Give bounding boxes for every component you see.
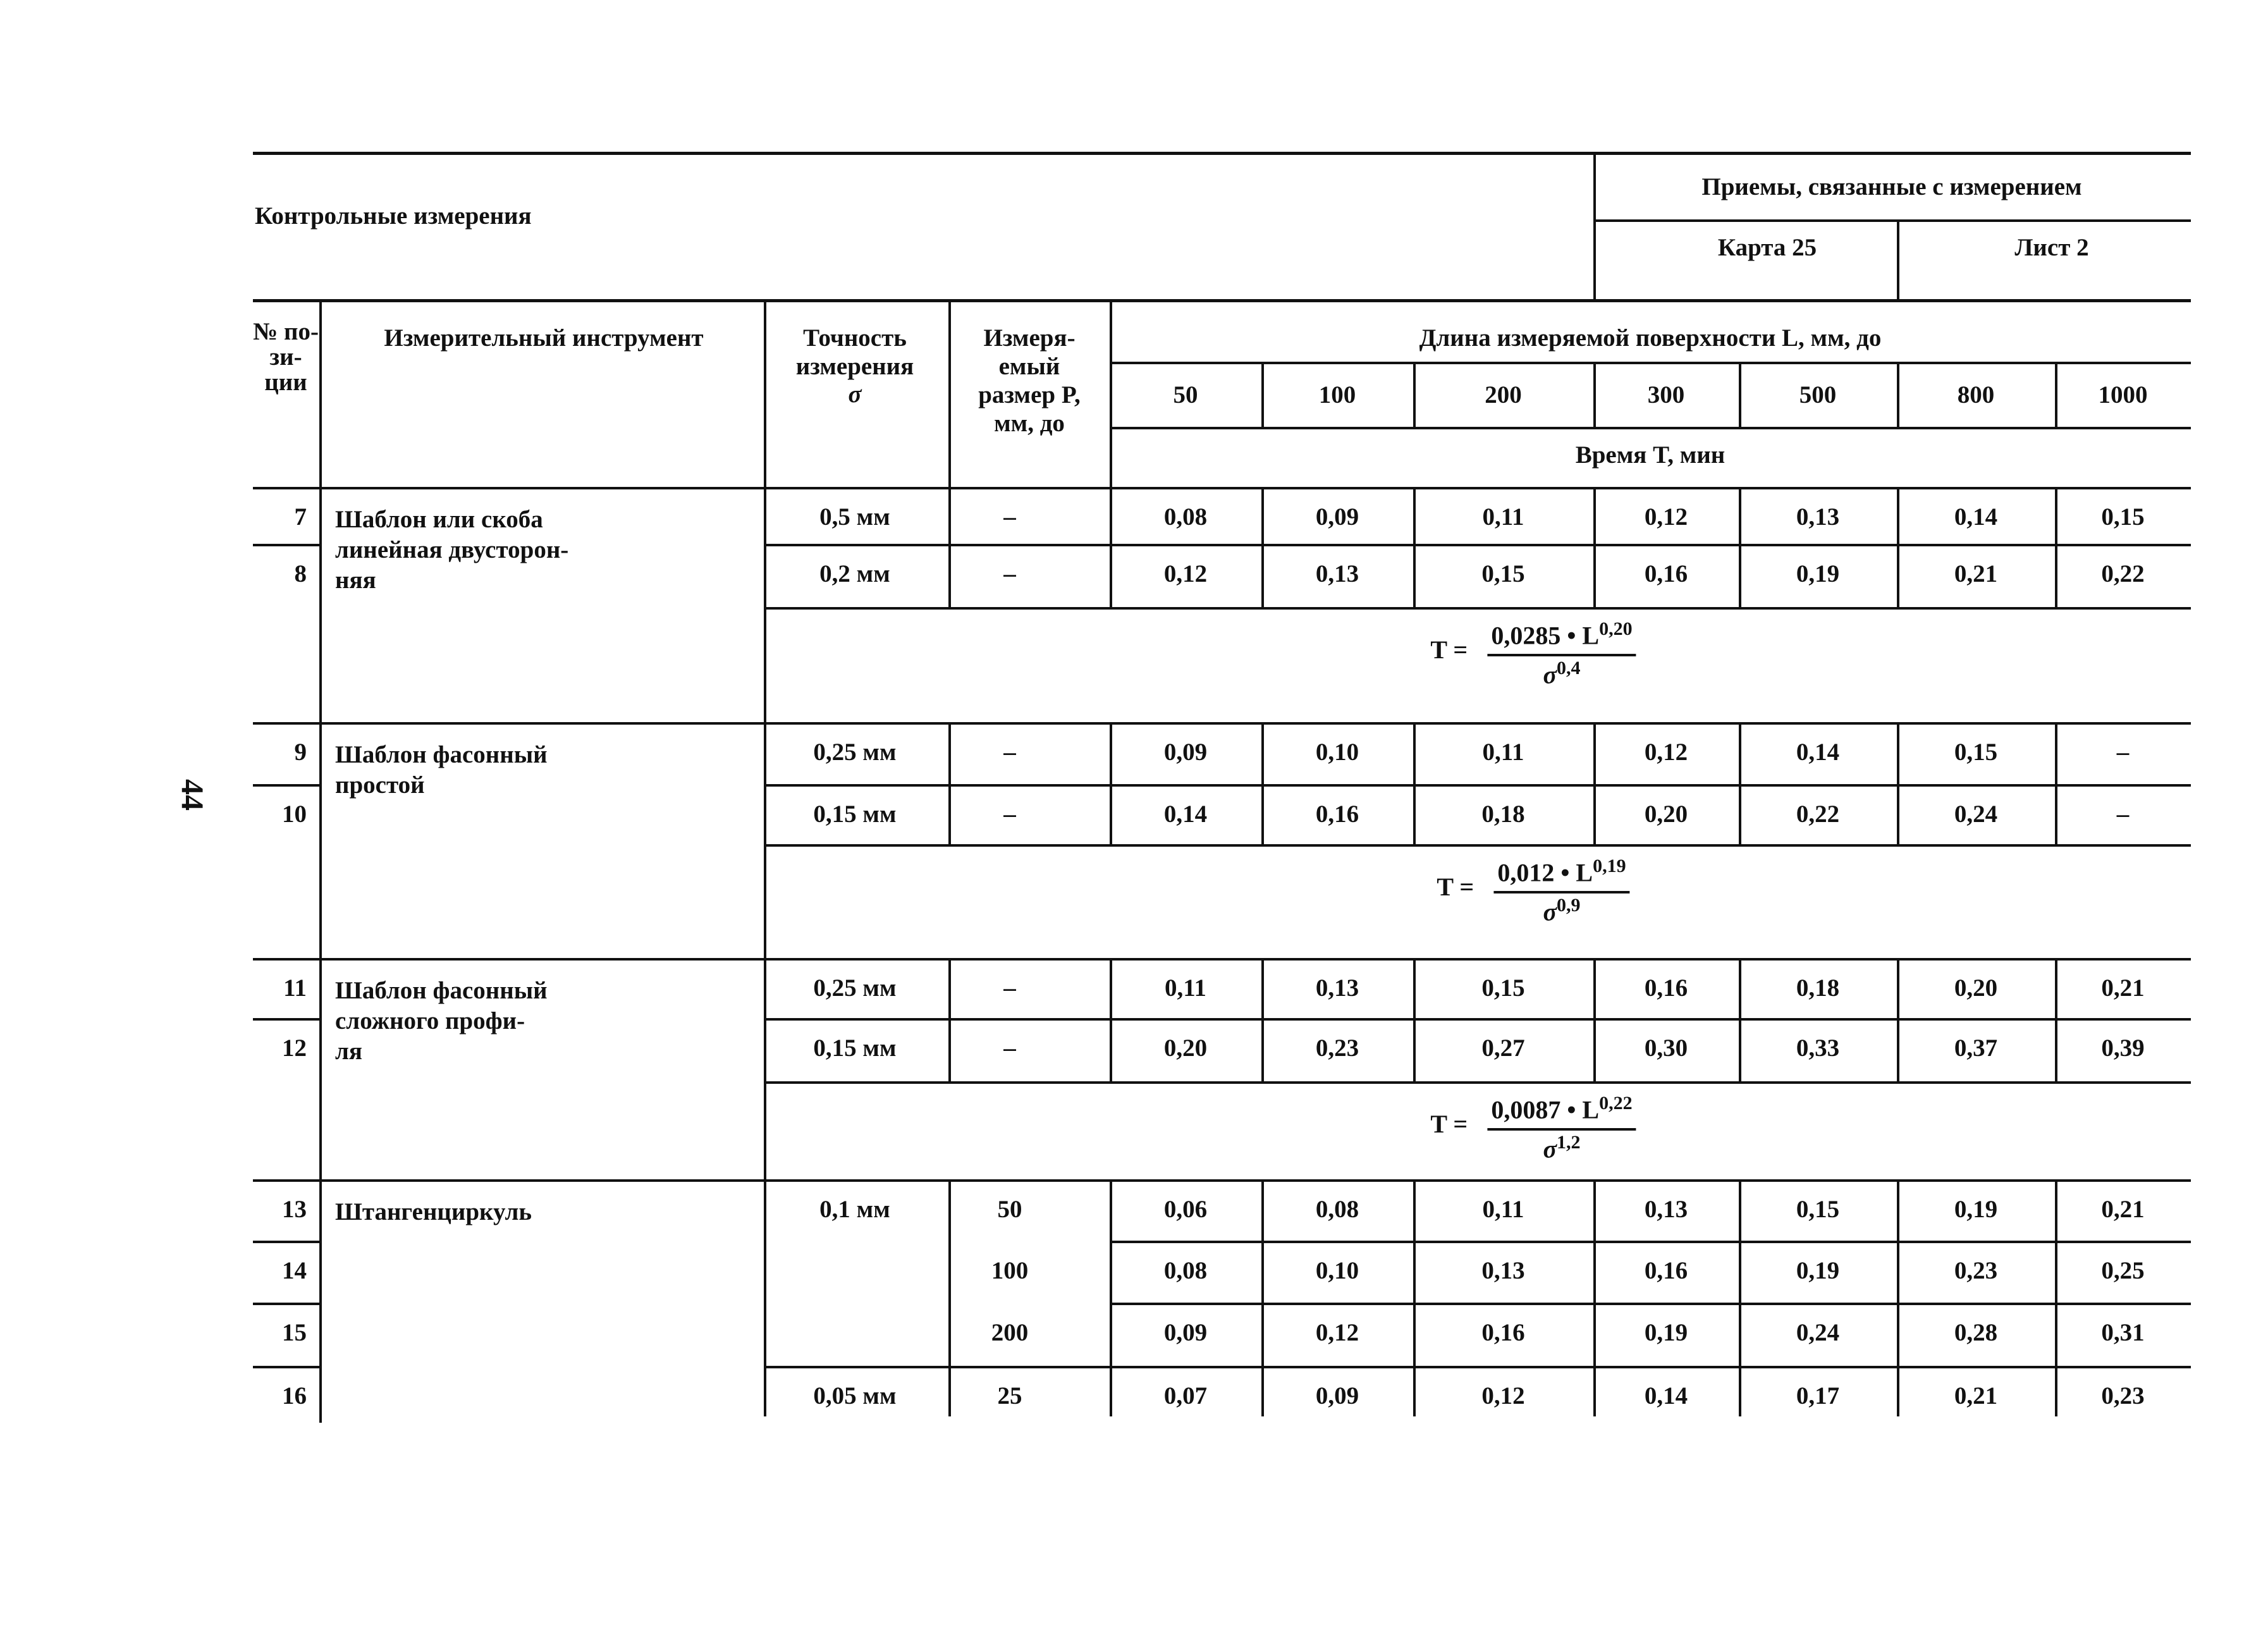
time-title: Время T, мин	[1575, 441, 1726, 469]
data-column-rule	[1261, 1179, 1264, 1416]
card-label: Карта 25	[1717, 234, 1817, 261]
time-value: 0,10	[1315, 739, 1359, 766]
time-value: 0,14	[1644, 1382, 1688, 1409]
time-value: 0,07	[1163, 1382, 1208, 1409]
instrument-column-rule	[764, 487, 766, 607]
time-formula	[1430, 618, 1636, 690]
formula-denominator	[1487, 1131, 1636, 1163]
time-value: 0,13	[1315, 974, 1359, 1002]
time-value: 0,21	[2101, 974, 2145, 1002]
time-value: 0,27	[1481, 1034, 1525, 1062]
time-value: 0,18	[1481, 801, 1525, 828]
time-value: 0,12	[1644, 739, 1688, 766]
data-column-rule	[1739, 1179, 1741, 1416]
position-rule	[253, 1241, 319, 1243]
time-value: 0,13	[1644, 1196, 1688, 1223]
position-number: 15	[282, 1319, 307, 1346]
size-value: –	[1003, 560, 1016, 587]
data-column-rule	[1413, 1179, 1416, 1416]
data-column-rule	[1739, 487, 1741, 607]
position-number: 14	[282, 1257, 307, 1284]
instrument-name: Штангенциркуль	[335, 1198, 532, 1225]
time-value: 0,19	[1954, 1196, 1998, 1223]
formula-top-rule	[764, 1081, 2191, 1084]
instrument-name: Шаблон фасонный простой	[335, 741, 554, 799]
formula-length-exponent: 0,20	[1599, 618, 1633, 639]
formula-lhs: T =	[1437, 873, 1474, 901]
size-value: –	[1003, 801, 1016, 828]
position-rule	[253, 784, 319, 787]
instrument-column-rule	[764, 607, 766, 722]
length-value: 200	[1485, 381, 1522, 408]
time-formula	[1430, 1093, 1636, 1164]
time-value: 0,31	[2101, 1319, 2145, 1346]
time-value: 0,20	[1954, 974, 1998, 1002]
time-value: 0,13	[1481, 1257, 1525, 1284]
row-rule	[764, 784, 2191, 787]
position-number: 12	[282, 1034, 307, 1062]
formula-sigma-exponent: 0,9	[1557, 895, 1581, 916]
accuracy-value: 0,15 мм	[813, 1034, 897, 1062]
data-column-rule	[1110, 1179, 1112, 1416]
instrument-name: Шаблон или скоба линейная двусторон- няя	[335, 506, 569, 594]
time-value: 0,09	[1315, 503, 1359, 531]
time-value: 0,16	[1315, 801, 1359, 828]
instrument-column-rule	[764, 844, 766, 958]
data-column-rule	[948, 487, 951, 607]
time-value: 0,33	[1796, 1034, 1840, 1062]
accuracy-value: 0,25 мм	[813, 974, 897, 1002]
header-card-divider	[1897, 219, 1899, 299]
size-value: 100	[991, 1257, 1029, 1284]
sigma-symbol: σ	[848, 381, 862, 408]
instrument-header: Измерительный инструмент	[384, 324, 704, 352]
page-number: 44	[175, 779, 211, 811]
header-top-rule	[253, 152, 2191, 155]
time-value: 0,14	[1954, 503, 1998, 531]
time-value: 0,14	[1163, 801, 1208, 828]
time-value: 0,09	[1163, 1319, 1208, 1346]
length-value: 100	[1318, 381, 1356, 408]
time-value: 0,24	[1954, 801, 1998, 828]
formula-lhs: T =	[1430, 635, 1468, 664]
size-value: –	[1003, 974, 1016, 1002]
row-rule	[764, 1018, 2191, 1021]
time-value: 0,09	[1163, 739, 1208, 766]
length-value: 300	[1647, 381, 1685, 408]
time-value: 0,10	[1315, 1257, 1359, 1284]
time-value: 0,09	[1315, 1382, 1359, 1409]
accuracy-value: 0,1 мм	[819, 1196, 890, 1223]
accuracy-split-rule	[948, 1366, 1110, 1368]
length-column-rule	[1261, 362, 1264, 427]
data-column-rule	[1110, 722, 1112, 844]
time-value: 0,16	[1481, 1319, 1525, 1346]
size-value: –	[1003, 503, 1016, 531]
time-value: 0,22	[1796, 801, 1840, 828]
accuracy-header: измерения	[795, 353, 914, 380]
time-value: 0,08	[1315, 1196, 1359, 1223]
data-column-rule	[2055, 487, 2057, 607]
instrument-name: Шаблон фасонный сложного профи- ля	[335, 977, 548, 1065]
position-rule	[253, 544, 319, 546]
time-value: 0,37	[1954, 1034, 1998, 1062]
data-column-rule	[1897, 487, 1899, 607]
size-header: мм, до	[994, 410, 1065, 437]
position-column-rule	[319, 302, 322, 1423]
length-value: 1000	[2098, 381, 2148, 408]
time-value: 0,12	[1481, 1382, 1525, 1409]
formula-sigma-exponent: 0,4	[1557, 658, 1581, 679]
time-value: 0,22	[2101, 560, 2145, 587]
formula-sigma: σ	[1543, 660, 1557, 689]
position-rule	[253, 1366, 319, 1368]
size-value: 200	[991, 1319, 1029, 1346]
formula-denominator	[1493, 893, 1629, 926]
time-value: 0,17	[1796, 1382, 1840, 1409]
time-value: 0,30	[1644, 1034, 1688, 1062]
size-value: –	[1003, 739, 1016, 766]
time-value: –	[2116, 801, 2130, 828]
time-value: 0,23	[2101, 1382, 2145, 1409]
header-bottom-rule	[253, 299, 2191, 302]
group-rule	[253, 958, 2191, 961]
time-value: 0,15	[1796, 1196, 1840, 1223]
section-title: Контрольные измерения	[255, 202, 532, 230]
formula-numerator	[1487, 618, 1636, 656]
formula-numerator	[1493, 856, 1629, 893]
accuracy-header: Точность	[803, 324, 907, 352]
time-value: 0,08	[1163, 503, 1208, 531]
time-value: 0,06	[1163, 1196, 1208, 1223]
related-title: Приемы, связанные с измерением	[1701, 173, 2082, 200]
formula-top-rule	[764, 844, 2191, 847]
data-column-rule	[2055, 1179, 2057, 1416]
formula-length-exponent: 0,19	[1593, 856, 1626, 876]
time-value: 0,14	[1796, 739, 1840, 766]
time-value: 0,18	[1796, 974, 1840, 1002]
data-column-rule	[1593, 1179, 1596, 1416]
data-column-rule	[1261, 722, 1264, 844]
position-number: 8	[294, 560, 307, 587]
time-value: 0,13	[1796, 503, 1840, 531]
row-rule	[1110, 1303, 2191, 1305]
instrument-column-rule	[764, 302, 766, 487]
size-header: Измеря-	[983, 324, 1076, 352]
header-divider	[1593, 152, 1596, 299]
time-value: 0,12	[1315, 1319, 1359, 1346]
time-value: 0,23	[1315, 1034, 1359, 1062]
time-value: 0,11	[1482, 739, 1524, 766]
time-value: 0,25	[2101, 1257, 2145, 1284]
time-value: 0,19	[1796, 560, 1840, 587]
time-formula	[1437, 856, 1629, 927]
position-rule	[253, 1303, 319, 1305]
formula-coefficient: 0,0285 • L	[1491, 621, 1600, 650]
size-value: 50	[997, 1196, 1022, 1223]
time-value: 0,13	[1315, 560, 1359, 587]
data-column-rule	[1261, 487, 1264, 607]
length-column-rule	[1739, 362, 1741, 427]
time-value: 0,16	[1644, 974, 1688, 1002]
time-value: 0,19	[1644, 1319, 1688, 1346]
position-number: 13	[282, 1196, 307, 1223]
length-value: 800	[1957, 381, 1995, 408]
length-column-rule	[1413, 362, 1416, 427]
header-mid-rule	[1593, 219, 2191, 222]
time-value: 0,20	[1163, 1034, 1208, 1062]
time-value: 0,39	[2101, 1034, 2145, 1062]
formula-numerator	[1487, 1093, 1636, 1131]
time-value: 0,12	[1163, 560, 1208, 587]
time-value: 0,08	[1163, 1257, 1208, 1284]
data-column-rule	[1413, 487, 1416, 607]
position-number: 7	[294, 503, 307, 531]
time-value: –	[2116, 739, 2130, 766]
size-value: –	[1003, 1034, 1016, 1062]
length-values-rule	[1110, 427, 2191, 429]
time-value: 0,15	[1954, 739, 1998, 766]
time-value: 0,12	[1644, 503, 1688, 531]
formula-lhs: T =	[1430, 1110, 1468, 1138]
size-value: 25	[997, 1382, 1022, 1409]
size-column-rule	[1110, 302, 1112, 487]
time-value: 0,11	[1482, 503, 1524, 531]
formula-coefficient: 0,012 • L	[1497, 858, 1593, 887]
formula-length-exponent: 0,22	[1599, 1093, 1633, 1114]
data-column-rule	[1593, 487, 1596, 607]
size-header: емый	[998, 353, 1060, 380]
row-rule	[764, 544, 2191, 546]
accuracy-value: 0,15 мм	[813, 801, 897, 828]
time-value: 0,24	[1796, 1319, 1840, 1346]
formula-sigma-exponent: 1,2	[1557, 1132, 1581, 1153]
position-rule	[253, 1018, 319, 1021]
instrument-column-rule	[764, 1179, 766, 1416]
time-value: 0,15	[2101, 503, 2145, 531]
length-title: Длина измеряемой поверхности L, мм, до	[1419, 324, 1882, 352]
position-number: 9	[294, 739, 307, 766]
instrument-column-rule	[764, 1081, 766, 1179]
position-number: 16	[282, 1382, 307, 1409]
formula-denominator	[1487, 656, 1636, 689]
time-value: 0,28	[1954, 1319, 1998, 1346]
group-rule	[253, 1179, 2191, 1182]
sheet-label: Лист 2	[2014, 234, 2089, 261]
accuracy-value: 0,5 мм	[819, 503, 890, 531]
row-rule	[1110, 1241, 2191, 1243]
data-column-rule	[948, 1179, 951, 1416]
length-column-rule	[2055, 362, 2057, 427]
data-column-rule	[1739, 722, 1741, 844]
formula-coefficient: 0,0087 • L	[1491, 1095, 1600, 1124]
accuracy-column-rule	[948, 302, 951, 487]
time-value: 0,23	[1954, 1257, 1998, 1284]
time-value: 0,20	[1644, 801, 1688, 828]
data-column-rule	[1897, 722, 1899, 844]
time-value: 0,11	[1164, 974, 1207, 1002]
length-value: 50	[1173, 381, 1198, 408]
data-column-rule	[1593, 722, 1596, 844]
time-value: 0,11	[1482, 1196, 1524, 1223]
time-value: 0,21	[1954, 560, 1998, 587]
data-column-rule	[948, 722, 951, 844]
formula-top-rule	[764, 607, 2191, 610]
time-value: 0,21	[2101, 1196, 2145, 1223]
length-column-rule	[1897, 362, 1899, 427]
data-column-rule	[2055, 722, 2057, 844]
position-number: 11	[283, 974, 307, 1002]
accuracy-value: 0,05 мм	[813, 1382, 897, 1409]
formula-sigma: σ	[1543, 1134, 1557, 1163]
instrument-column-rule	[764, 722, 766, 844]
data-column-rule	[1897, 1179, 1899, 1416]
time-value: 0,21	[1954, 1382, 1998, 1409]
accuracy-value: 0,25 мм	[813, 739, 897, 766]
formula-sigma: σ	[1543, 897, 1557, 926]
length-title-rule	[1110, 362, 2191, 364]
position-number: 10	[282, 801, 307, 828]
header-body-rule	[253, 487, 2191, 489]
time-value: 0,15	[1481, 560, 1525, 587]
length-column-rule	[1593, 362, 1596, 427]
size-header: размер P,	[978, 381, 1081, 408]
group-rule	[253, 722, 2191, 725]
data-column-rule	[1110, 487, 1112, 607]
time-value: 0,16	[1644, 560, 1688, 587]
position-header: № по- зи- ции	[253, 318, 319, 396]
time-value: 0,19	[1796, 1257, 1840, 1284]
accuracy-value: 0,2 мм	[819, 560, 890, 587]
length-value: 500	[1799, 381, 1837, 408]
time-value: 0,15	[1481, 974, 1525, 1002]
time-value: 0,16	[1644, 1257, 1688, 1284]
data-column-rule	[1413, 722, 1416, 844]
